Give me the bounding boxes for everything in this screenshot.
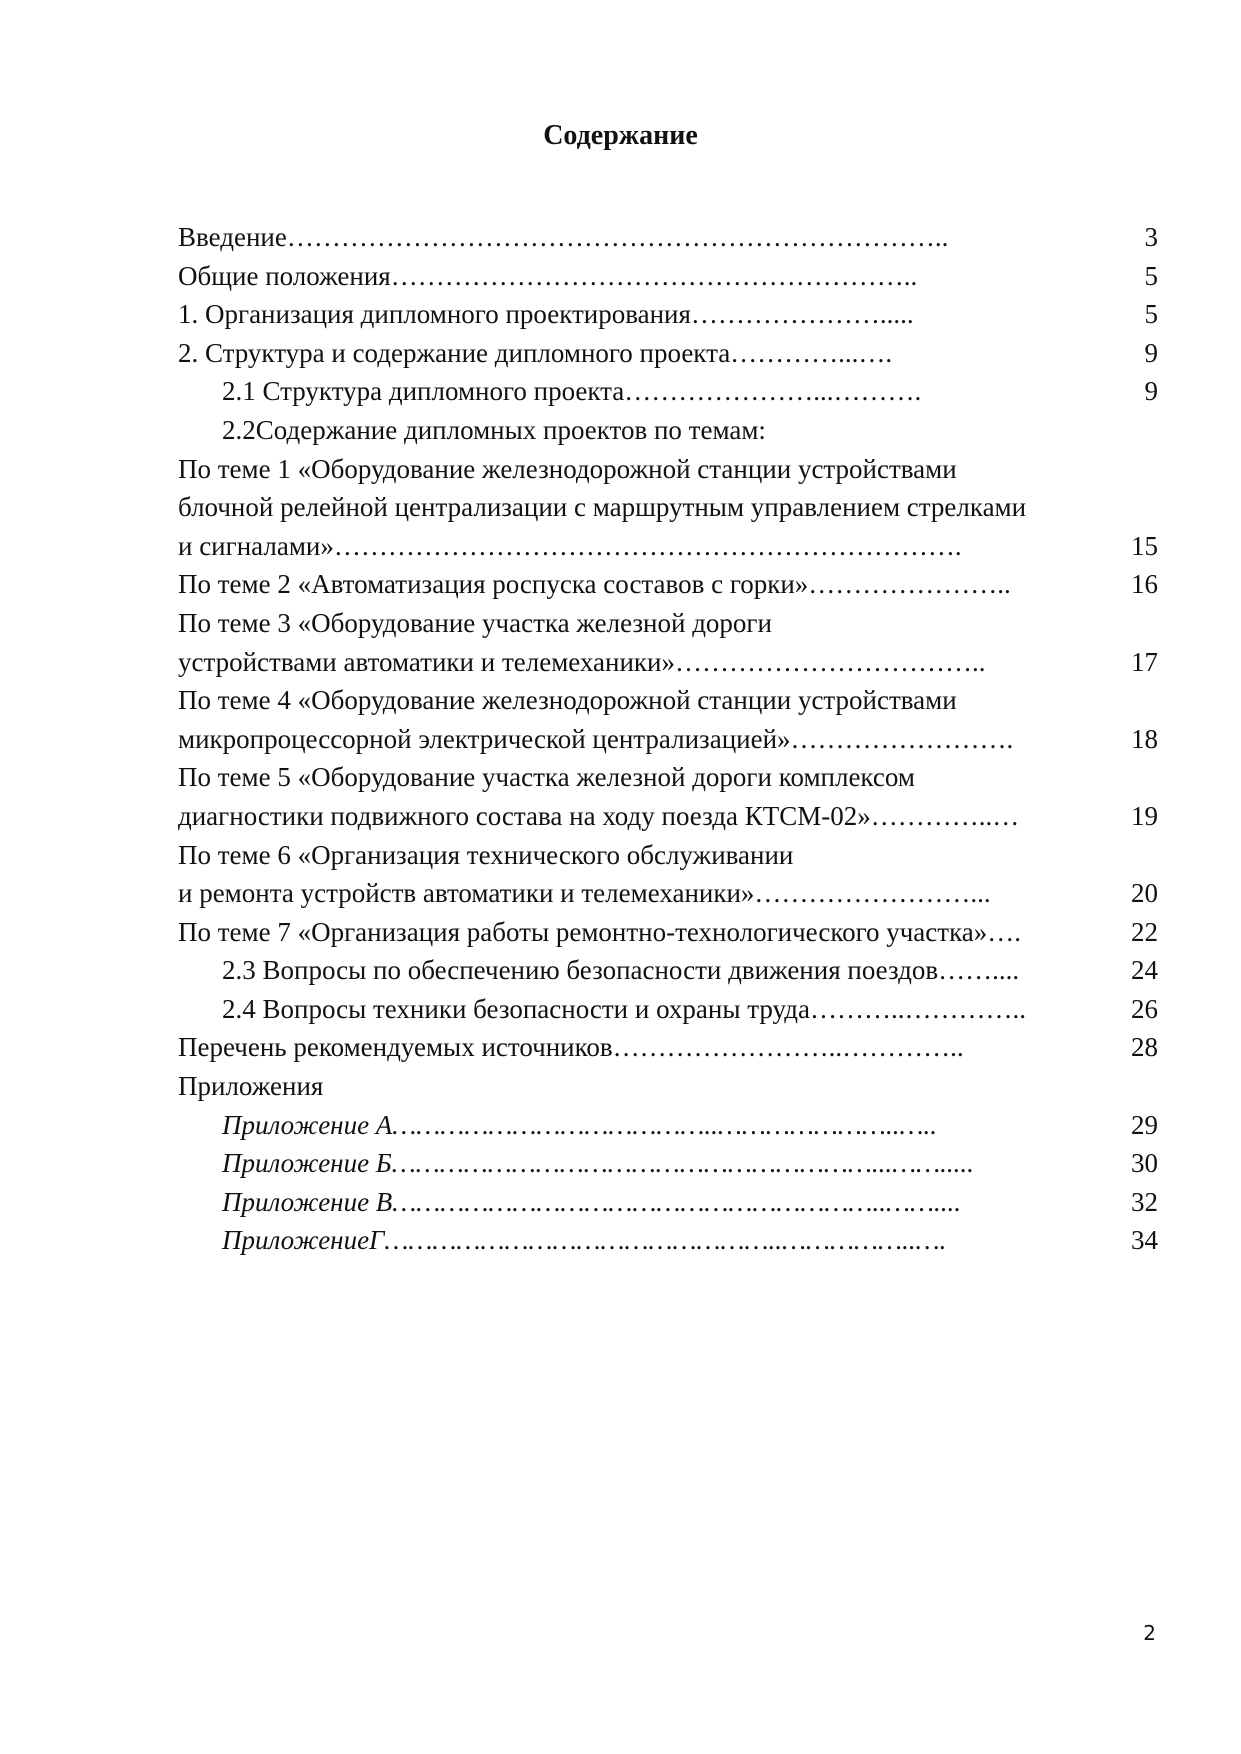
toc-entry-text: и сигналами»……………………………………………………………. <box>178 530 962 561</box>
toc-entry-text: По теме 3 «Оборудование участка железной дороги <box>178 607 772 638</box>
toc-entry-text: Приложения <box>178 1071 324 1102</box>
toc-entry-text: По теме 6 «Организация технического обслуживании <box>178 839 794 870</box>
toc-entry-page: 5 <box>1144 299 1158 330</box>
toc-entry <box>178 295 1158 334</box>
toc-entry-text: По теме 4 «Оборудование железнодорожной станции устройствами <box>178 685 957 716</box>
toc-entry-page: 3 <box>1144 222 1158 252</box>
toc-entry <box>178 874 1158 913</box>
toc-entry <box>178 836 1158 875</box>
toc-entry-text: 2.3 Вопросы по обеспечению безопасности движения поездов…….... <box>222 955 1020 986</box>
table-of-contents <box>178 218 1158 1260</box>
toc-entry-page: 28 <box>1131 1032 1158 1063</box>
toc-entry-page: 34 <box>1131 1225 1158 1256</box>
toc-entry-page: 19 <box>1131 800 1158 831</box>
toc-entry-text: ПриложениеГ…………………………………………..……………..…. <box>222 1225 947 1256</box>
toc-entry <box>178 951 1158 990</box>
page-number: 2 <box>1143 1621 1156 1645</box>
toc-entry <box>178 1106 1158 1145</box>
toc-entry-page: 24 <box>1131 955 1158 986</box>
toc-entry-page: 9 <box>1144 337 1158 368</box>
toc-entry-text: диагностики подвижного состава на ходу поезда КТСМ-02»…………..… <box>178 800 1020 831</box>
toc-entry <box>178 450 1158 489</box>
toc-entry <box>178 720 1158 759</box>
toc-entry-page: 26 <box>1131 993 1158 1024</box>
toc-entry-page: 22 <box>1131 916 1158 947</box>
toc-entry-text: По теме 2 «Автоматизация роспуска составов с горки»………………….. <box>178 569 1011 600</box>
toc-entry-text: блочной релейной централизации с маршрутным управлением стрелками <box>178 492 1027 523</box>
toc-entry-page: 15 <box>1131 530 1158 561</box>
toc-entry <box>178 565 1158 604</box>
toc-entry <box>178 1144 1158 1183</box>
toc-entry-text: Перечень рекомендуемых источников……………………..………….. <box>178 1032 964 1063</box>
toc-entry <box>178 218 1158 257</box>
toc-entry <box>178 797 1158 836</box>
toc-entry-text: и ремонта устройств автоматики и телемеханики»……………………... <box>178 878 991 909</box>
toc-entry-page: 20 <box>1131 878 1158 909</box>
toc-entry <box>178 334 1158 373</box>
toc-entry-page: 17 <box>1131 646 1158 677</box>
toc-entry <box>178 913 1158 952</box>
toc-entry <box>178 411 1158 450</box>
toc-entry-text: По теме 1 «Оборудование железнодорожной станции устройствами <box>178 453 957 484</box>
toc-entry <box>178 1221 1158 1260</box>
toc-entry-page: 30 <box>1131 1148 1158 1179</box>
toc-entry <box>178 643 1158 682</box>
toc-entry <box>178 990 1158 1029</box>
toc-entry-text: микропроцессорной электрической централизацией»……………………. <box>178 723 1014 754</box>
toc-entry-text: 2.4 Вопросы техники безопасности и охраны труда………..………….. <box>222 993 1027 1024</box>
toc-entry-page: 29 <box>1131 1109 1158 1140</box>
toc-entry-page: 32 <box>1131 1186 1158 1217</box>
toc-entry <box>178 758 1158 797</box>
toc-entry-text: Приложение А…………………………………..…………………..….. <box>222 1109 937 1140</box>
toc-entry-text: 2.1 Структура дипломного проекта…………………...………. <box>222 376 922 407</box>
toc-entry <box>178 372 1158 411</box>
toc-entry-page: 16 <box>1131 569 1158 600</box>
toc-entry-text: По теме 7 «Организация работы ремонтно-технологического участка»…. <box>178 916 1022 947</box>
toc-entry-text: 2.2Содержание дипломных проектов по темам: <box>222 414 766 445</box>
toc-entry <box>178 681 1158 720</box>
toc-entry <box>178 1028 1158 1067</box>
toc-entry-page: 9 <box>1144 376 1158 407</box>
toc-entry <box>178 257 1158 296</box>
toc-entry <box>178 527 1158 566</box>
toc-entry-text: Общие положения………………………………………………….. <box>178 260 918 291</box>
page-title: Содержание <box>543 120 698 151</box>
toc-entry-text: устройствами автоматики и телемеханики»…………………………….. <box>178 646 986 677</box>
toc-entry <box>178 1067 1158 1106</box>
toc-entry-page: 18 <box>1131 723 1158 754</box>
toc-entry-text: По теме 5 «Оборудование участка железной дороги комплексом <box>178 762 915 793</box>
toc-entry <box>178 1183 1158 1222</box>
toc-entry-page: 5 <box>1144 260 1158 291</box>
toc-entry-text: 1. Организация дипломного проектирования…………………..... <box>178 299 914 330</box>
toc-entry-text: Приложение В……………………………………………………..…….... <box>222 1186 961 1217</box>
toc-entry <box>178 488 1158 527</box>
toc-entry-text: Введение……………………………………………………………….. <box>178 222 949 252</box>
toc-entry <box>178 604 1158 643</box>
toc-entry-text: Приложение Б……………………………………………………...……..... <box>222 1148 974 1179</box>
toc-entry-text: 2. Структура и содержание дипломного проекта…………...…. <box>178 337 893 368</box>
